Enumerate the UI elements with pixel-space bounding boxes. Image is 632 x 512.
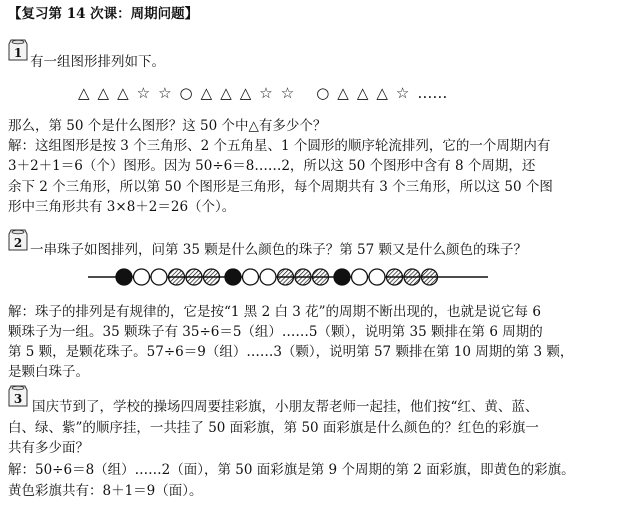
bead-white — [151, 269, 167, 285]
bead-white — [369, 269, 385, 285]
bead-hatched — [169, 269, 185, 285]
problem1-solution-line: 形中三角形共有 3×8＋2＝26（个）。 — [8, 199, 236, 215]
bead-white — [260, 269, 276, 285]
shape: △ — [239, 84, 252, 102]
problem3-question-line: 共有多少面？ — [8, 440, 89, 456]
bead-black — [116, 269, 132, 285]
problem1-ask: 那么，第 50 个是什么图形？这 50 个中△有多少个？ — [8, 118, 327, 134]
bead-string — [88, 266, 488, 288]
problem2-solution-line: 颗珠子为一组。35 颗珠子有 35÷6＝5（组）……5（颗），说明第 35 颗排在第 6 周期的 — [8, 324, 543, 340]
bead-white — [243, 269, 259, 285]
shape-sequence — [78, 82, 447, 104]
number-badge-1-icon — [8, 38, 28, 62]
shape: ○ — [179, 84, 193, 102]
bead-hatched — [186, 269, 202, 285]
shape: △ — [220, 84, 232, 102]
bead-hatched — [204, 269, 220, 285]
shape: ☆ — [158, 84, 172, 102]
problem3-question-line: 国庆节到了，学校的操场四周要挂彩旗，小朋友帮老师一起挂，他们按“红、黄、蓝、 — [32, 399, 539, 415]
problem1-solution-line: 余下 2 个三角形，所以第 50 个图形是三角形，每个周期共有 3 个三角形，所以这 50 个图 — [8, 179, 553, 195]
problem3-solution-line: 解：50÷6＝8（组）……2（面），第 50 面彩旗是第 9 个周期的第 2 面彩旗，即黄色的彩旗。 — [8, 462, 575, 478]
badge-number: 1 — [13, 46, 23, 60]
shape: △ — [117, 84, 129, 102]
number-badge-2-icon — [8, 228, 28, 252]
problem2-solution-line: 第 5 颗，是颗花珠子。57÷6＝9（组）……3（颗），说明第 57 颗排在第 10 周期的第 3 颗， — [8, 344, 574, 360]
shape: △ — [97, 84, 110, 102]
problem2-solution-line: 是颗白珠子。 — [8, 364, 89, 380]
shape: △ — [200, 84, 213, 102]
page-title: 【复习第 14 次课：周期问题】 — [8, 6, 199, 22]
bead-white — [134, 269, 150, 285]
bead-hatched — [313, 269, 329, 285]
shape: △ — [78, 84, 90, 102]
shape: △ — [356, 84, 369, 102]
shape: ☆ — [395, 84, 410, 102]
bead-white — [352, 269, 368, 285]
badge-number: 3 — [13, 392, 23, 406]
shape: ○ — [316, 84, 330, 102]
bead-hatched — [387, 269, 403, 285]
shape: ☆ — [136, 84, 151, 102]
problem3-solution-line: 黄色彩旗共有：8＋1＝9（面）。 — [8, 483, 203, 499]
bead-hatched — [404, 269, 420, 285]
ellipsis: …… — [417, 84, 448, 102]
number-badge-3-icon — [8, 384, 28, 408]
problem2-solution-line: 解：珠子的排列是有规律的，它是按“1 黑 2 白 3 花”的周期不断出现的，也就是说它每 6 — [8, 304, 541, 320]
problem3-question-line: 白、绿、紫”的顺序挂，一共挂了 50 面彩旗，第 50 面彩旗是什么颜色的？红色的彩旗一 — [8, 420, 539, 436]
shape: △ — [337, 84, 349, 102]
problem2-question: 一串珠子如图排列，问第 35 颗是什么颜色的珠子？第 57 颗又是什么颜色的珠子？ — [30, 242, 528, 258]
bead-hatched — [295, 269, 311, 285]
problem1-solution-line: 3＋2＋1＝6（个）图形。因为 50÷6＝8……2，所以这 50 个图形中含有 8 个周期，还 — [8, 158, 536, 174]
shape: ☆ — [280, 84, 295, 102]
bead-hatched — [422, 269, 438, 285]
bead-hatched — [278, 269, 294, 285]
problem1-question: 有一组图形排列如下。 — [30, 54, 165, 70]
shape: △ — [376, 84, 388, 102]
bead-black — [225, 269, 241, 285]
problem1-solution-line: 解：这组图形是按 3 个三角形、2 个五角星、1 个圆形的顺序轮流排列，它的一个周期内有 — [8, 138, 551, 154]
bead-black — [334, 269, 350, 285]
shape: ☆ — [259, 84, 273, 102]
badge-number: 2 — [13, 236, 23, 250]
